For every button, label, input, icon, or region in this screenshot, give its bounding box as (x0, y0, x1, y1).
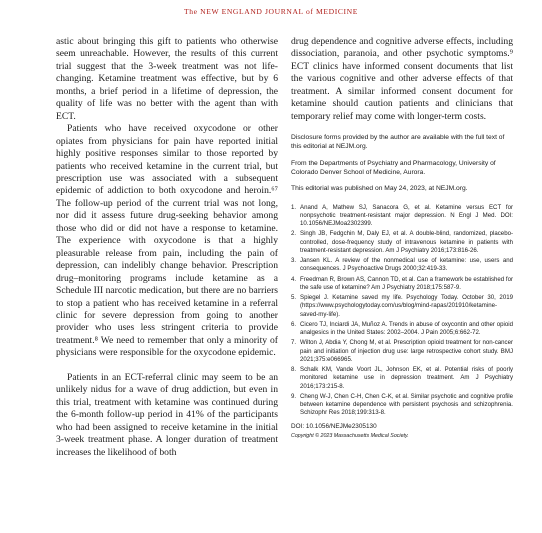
reference-list (291, 204, 513, 418)
paragraph: Patients who have received oxycodone or other opiates from physicians for pain have reported initial highly positive responses similar to those reported by patients who received ketamine in the current trial, but prescription use was associated with a subsequent epidemic of addiction to both oxycodone and heroin.⁶⁷ The follow-up period of the current trial was not long, nor did it assess future drug-seeking behavior among those who did or did not have a response to ketamine. The experience with oxycodone is that a highly pleasurable release from pain, including the pain of depression, can indelibly change behavior. Prescription drug–monitoring programs include ketamine as a Schedule III narcotic medication, but there are no barriers to stop a patient who has received ketamine in a referral clinic for severe depression from going to another provider who uses less stringent criteria to provide treatment.⁸ We need to remember that only a minority of physicians were responsible for the oxycodone epidemic. (56, 123, 278, 359)
copyright-note: Copyright © 2023 Massachusetts Medical Society. (291, 432, 409, 439)
paragraph: Patients in an ECT-referral clinic may seem to be an unlikely nidus for a wave of drug addiction, but even in this trial, treatment with ketamine was continued during the 6-month follow-up period in 41% of the participants who had been assigned to receive ketamine in the initial 3-week treatment phase. A longer duration of treatment increases the likelihood of both (56, 371, 278, 458)
reference-item: 1. Anand A, Mathew SJ, Sanacora G, et al. Ketamine versus ECT for nonpsychotic treatment-resistant major depression. N Engl J Med. DOI: 10.1056/NEJMoa2302399. (291, 203, 513, 228)
reference-item: 6. Cicero TJ, Inciardi JA, Muñoz A. Trends in abuse of oxycontin and other opioid analgesics in the United States: 2002–2004. J Pain 2005;6:662-72. (291, 320, 513, 337)
journal-header: The NEW ENGLAND JOURNAL of MEDICINE (184, 7, 358, 16)
reference-item: 7. Wilton J, Abdia Y, Chong M, et al. Prescription opioid treatment for non-cancer pain and initiation of injection drug use: large retrospective cohort study. BMJ 2021;375:e066965. (291, 339, 513, 363)
reference-item: 9. Cheng W-J, Chen C-H, Chen C-K, et al. Similar psychotic and cognitive profile between ketamine dependence with persistent psychosis and schizophrenia. Schizophr Res 2018;199:313-8. (291, 392, 513, 417)
reference-item: 4. Freedman R, Brown AS, Cannon TD, et al. Can a framework be established for the safe use of ketamine? Am J Psychiatry 2018;175:587-9. (291, 275, 513, 291)
doi-link[interactable]: DOI: 10.1056/NEJMe2305130 (291, 422, 377, 430)
paragraph: drug dependence and cognitive adverse effects, including dissociation, paranoia, and other psychotic symptoms.⁹ ECT clinics have informed consent documents that list the various cognitive and other adverse effects of that treatment. A similar informed consent document for ketamine should caution patients and clinicians that temporary relief may come with longer-term costs. (291, 36, 513, 122)
left-column (56, 36, 278, 459)
reference-item: 2. Singh JB, Fedgchin M, Daly EJ, et al. A double-blind, randomized, placebo-controlled, dose-frequency study of intravenous ketamine in patients with treatment-resistant depression. Am J Psychiatry 2016;173:816-26. (291, 230, 513, 254)
right-column (291, 36, 513, 439)
published-note: This editorial was published on May 24, 2023, at NEJM.org. (291, 185, 468, 193)
reference-item: 8. Schalk KM, Vande Voort JL, Johnson EK, et al. Potential risks of poorly monitored ketamine use in depression treatment. Am J Psychiatry 2016;173:215-8. (291, 366, 513, 390)
affiliation-note: From the Departments of Psychiatry and Pharmacology, University of Colorado Denver School of Medicine, Aurora. (291, 159, 496, 177)
disclosure-note: Disclosure forms provided by the author are available with the full text of this editorial at NEJM.org. (291, 134, 505, 151)
reference-item: 3. Jansen KL. A review of the nonmedical use of ketamine: use, users and consequences. J Psychoactive Drugs 2000;32:419-33. (291, 257, 513, 273)
paragraph: astic about bringing this gift to patients who otherwise seem unreachable. However, the results of this current trial suggest that the 3-week treatment was not life-changing. Ketamine treatment was effective, but by 6 months, a brief period in a lifetime of depression, the quality of life was no better with the agent than with ECT. (56, 36, 278, 122)
reference-item: 5. Spiegel J. Ketamine saved my life. Psychology Today. October 30, 2019 (https://www.psychologytoday.com/us/blog/mind-rapas/201910/ketamine-saved-my-life). (291, 294, 513, 318)
